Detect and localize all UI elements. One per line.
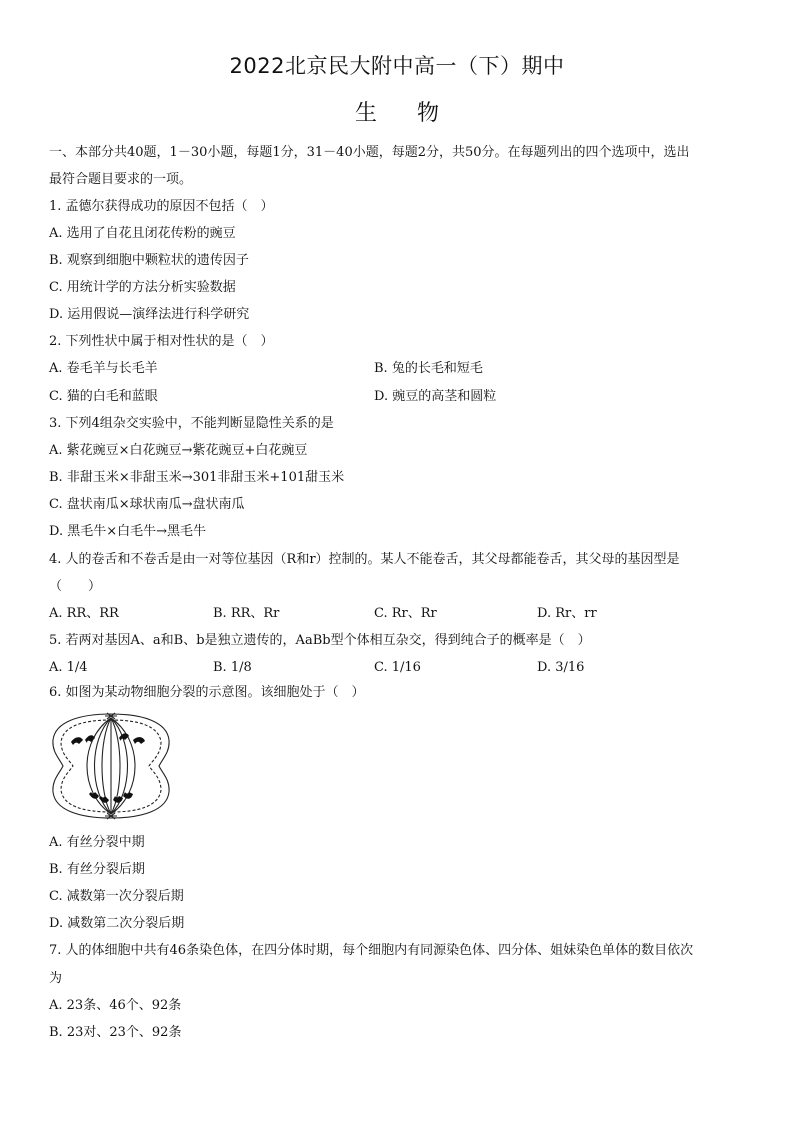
question-1-option-b: B. 观察到细胞中颗粒状的遗传因子 xyxy=(49,253,249,268)
question-3-option-b: B. 非甜玉米×非甜玉米→301非甜玉米+101甜玉米 xyxy=(49,470,345,485)
section-intro-line1: 一、本部分共40题，1－30小题，每题1分，31－40小题，每题2分，共50分。在每题列出的四个选项中，选出 xyxy=(49,145,690,160)
question-4-option-c: C. Rr、Rr xyxy=(374,606,437,621)
question-7-stem: 7. 人的体细胞中共有46条染色体，在四分体时期，每个细胞内有同源染色体、四分体、姐妹染色单体的数目依次 xyxy=(49,943,694,958)
section-intro-line2: 最符合题目要求的一项。 xyxy=(49,172,193,187)
question-6-option-d: D. 减数第二次分裂后期 xyxy=(49,916,185,931)
question-4-option-a: A. RR、RR xyxy=(49,606,119,621)
question-3-option-c: C. 盘状南瓜×球状南瓜→盘状南瓜 xyxy=(49,497,245,512)
question-2-option-d: D. 豌豆的高茎和圆粒 xyxy=(374,389,497,404)
question-3-option-d: D. 黑毛牛×白毛牛→黑毛牛 xyxy=(49,524,207,539)
question-7-option-b: B. 23对、23个、92条 xyxy=(49,1025,182,1040)
question-5-option-a: A. 1/4 xyxy=(49,660,88,675)
question-1-option-d: D. 运用假说—演绎法进行科学研究 xyxy=(49,307,250,322)
question-4-option-b: B. RR、Rr xyxy=(213,606,280,621)
question-5-option-b: B. 1/8 xyxy=(213,660,252,675)
question-7-option-a: A. 23条、46个、92条 xyxy=(49,998,182,1013)
question-7-stem-continued: 为 xyxy=(49,971,63,986)
page-title: 2022北京民大附中高一（下）期中 xyxy=(229,54,565,78)
question-5-option-d: D. 3/16 xyxy=(537,660,585,675)
question-1-option-a: A. 选用了自花且闭花传粉的豌豆 xyxy=(49,226,236,241)
question-2-option-a: A. 卷毛羊与长毛羊 xyxy=(49,361,158,376)
question-6-stem: 6. 如图为某动物细胞分裂的示意图。该细胞处于（ ） xyxy=(49,685,365,700)
subject-title: 生物 xyxy=(354,101,479,126)
question-2-option-c: C. 猫的白毛和蓝眼 xyxy=(49,389,158,404)
question-2-stem: 2. 下列性状中属于相对性状的是（ ） xyxy=(49,334,274,349)
question-1-option-c: C. 用统计学的方法分析实验数据 xyxy=(49,280,236,295)
question-5-stem: 5. 若两对基因A、a和B、b是独立遗传的，AaBb型个体相互杂交，得到纯合子的概率是（ ） xyxy=(49,633,591,648)
question-4-option-d: D. Rr、rr xyxy=(537,606,597,621)
question-6-option-b: B. 有丝分裂后期 xyxy=(49,862,145,877)
question-1-stem: 1. 孟德尔获得成功的原因不包括（ ） xyxy=(49,199,274,214)
question-3-option-a: A. 紫花豌豆×白花豌豆→紫花豌豆+白花豌豆 xyxy=(49,443,308,458)
question-3-stem: 3. 下列4组杂交实验中，不能判断显隐性关系的是 xyxy=(49,416,334,431)
question-2-option-b: B. 兔的长毛和短毛 xyxy=(374,361,483,376)
cell-division-figure-icon xyxy=(49,710,173,822)
question-4-stem: 4. 人的卷舌和不卷舌是由一对等位基因（R和r）控制的。某人不能卷舌，其父母都能卷舌，其父母的基因型是 xyxy=(49,552,680,567)
question-5-option-c: C. 1/16 xyxy=(374,660,421,675)
question-4-stem-continued: （ ） xyxy=(49,579,102,594)
question-6-option-a: A. 有丝分裂中期 xyxy=(49,835,145,850)
question-6-option-c: C. 减数第一次分裂后期 xyxy=(49,889,184,904)
